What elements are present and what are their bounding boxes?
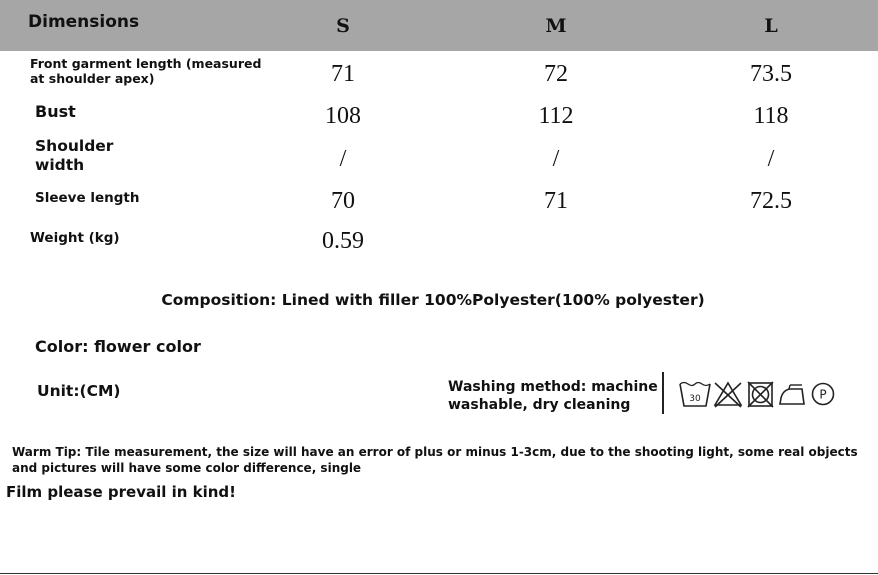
cell-front-length-m: 72 bbox=[544, 61, 568, 87]
cell-front-length-l: 73.5 bbox=[750, 61, 792, 87]
unit-text: Unit:(CM) bbox=[37, 382, 121, 400]
cell-weight-s: 0.59 bbox=[322, 228, 364, 254]
cell-sleeve-s: 70 bbox=[331, 188, 355, 214]
color-text: Color: flower color bbox=[35, 337, 201, 356]
row-label-bust: Bust bbox=[35, 102, 76, 121]
iron-icon bbox=[780, 385, 804, 404]
film-note-text: Film please prevail in kind! bbox=[6, 483, 237, 501]
header-size-m: M bbox=[545, 15, 567, 37]
row-label-shoulder-width: Shoulder width bbox=[35, 137, 114, 174]
cell-shoulder-m: / bbox=[552, 146, 560, 172]
care-icons bbox=[678, 378, 838, 410]
cell-shoulder-l: / bbox=[767, 146, 775, 172]
header-size-s: S bbox=[336, 15, 350, 37]
cell-shoulder-s: / bbox=[339, 146, 347, 172]
table-header bbox=[0, 0, 878, 51]
wash-30-icon bbox=[680, 383, 710, 407]
dry-clean-letter: P bbox=[819, 387, 827, 402]
washing-method-text: Washing method: machine washable, dry cleaning bbox=[448, 379, 658, 413]
wash-temperature-label: 30 bbox=[689, 394, 701, 404]
header-size-l: L bbox=[764, 15, 778, 37]
row-label-sleeve-length: Sleeve length bbox=[35, 190, 140, 206]
washing-divider bbox=[662, 372, 664, 414]
cell-sleeve-m: 71 bbox=[544, 188, 568, 214]
header-dimensions-label: Dimensions bbox=[28, 12, 140, 32]
cell-bust-l: 118 bbox=[753, 103, 789, 129]
row-label-front-length: Front garment length (measured at shoulder apex) bbox=[30, 56, 262, 86]
cell-bust-s: 108 bbox=[325, 103, 361, 129]
row-label-weight: Weight (kg) bbox=[30, 230, 120, 246]
bottom-divider bbox=[0, 573, 878, 574]
no-tumble-dry-icon bbox=[748, 382, 773, 407]
cell-front-length-s: 71 bbox=[331, 61, 355, 87]
cell-sleeve-l: 72.5 bbox=[750, 188, 792, 214]
cell-bust-m: 112 bbox=[538, 103, 574, 129]
dry-clean-p-icon bbox=[813, 384, 834, 405]
warm-tip-text: Warm Tip: Tile measurement, the size will have an error of plus or minus 1-3cm, due to the shooting light, some real objects and pictures will have some color difference, single bbox=[12, 445, 858, 475]
composition-text: Composition: Lined with filler 100%Polyester(100% polyester) bbox=[161, 291, 705, 309]
no-bleach-icon bbox=[715, 383, 741, 407]
